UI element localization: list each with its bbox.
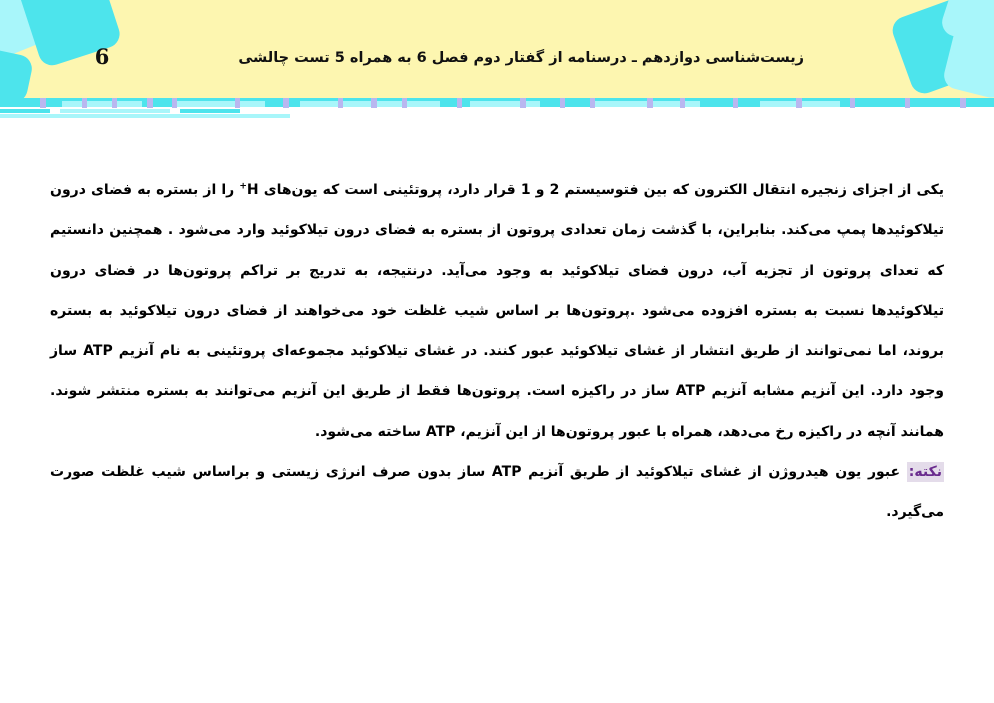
paragraph-text-part: یکی از اجزای زنجیره انتقال الکترون که بین فتوسیستم 2 و 1 قرار دارد، پروتئینی است که یون‌های H <box>246 182 945 198</box>
paragraph-text-part: را از بستره به فضای درون تیلاکوئیدها پمپ می‌کند. بنابراین، با گذشت زمان تعدادی پروتون از بستره به فضای درون تیلاکوئید وارد می‌شود . همچنین دانستیم که تعدای پروتون از تجزیه آب، درون فضای تیلاکوئید به وجود می‌آید. درنتیجه، به تدریج بر تراکم پروتون‌ها در فضای درون تیلاکوئیدها نسبت به بستره افزوده می‌شود .پروتون‌ها بر اساس شیب غلظت خود می‌خواهند از فضای درون تیلاکوئید به بستره بروند، اما نمی‌توانند از طریق انتشار از غشای تیلاکوئید عبور کنند. در غشای تیلاکوئید مجموعه‌ای پروتئینی به نام آنزیم ATP ساز وجود دارد. این آنزیم مشابه آنزیم ATP ساز در راکیزه است. پروتون‌ها فقط از طریق این آنزیم می‌توانند به بستره منتشر شوند. همانند آنچه در راکیزه رخ می‌دهد، همراه با عبور پروتون‌ها از این آنزیم، ATP ساخته می‌شود. <box>50 182 944 440</box>
header-title: زیست‌شناسی دوازدهم ـ درسنامه از گفتار دوم فصل 6 به همراه 5 تست چالشی <box>238 50 804 66</box>
header-band <box>0 0 994 98</box>
decorative-square-shape <box>0 47 34 98</box>
main-paragraph <box>50 170 944 452</box>
ion-charge-superscript: + <box>239 181 247 192</box>
note-paragraph <box>50 452 944 533</box>
header-decorative-stripe <box>0 98 994 120</box>
note-text: عبور یون هیدروژن از غشای تیلاکوئید از طریق آنزیم ATP ساز بدون صرف انرژی زیستی و براساس شیب غلظت صورت می‌گیرد. <box>50 464 944 521</box>
note-label: نکته: <box>908 464 942 481</box>
main-text <box>50 170 944 533</box>
page-number: 6 <box>94 44 110 69</box>
